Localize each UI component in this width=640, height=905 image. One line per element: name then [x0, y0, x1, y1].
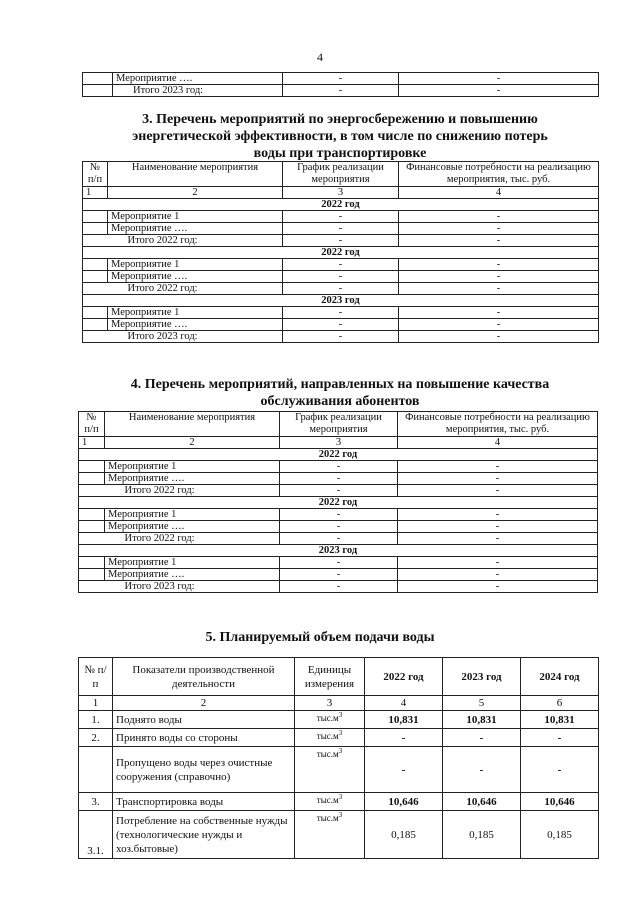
year-row: [83, 295, 599, 307]
indicator-name: Пропущено воды через очистные сооружения (справочно): [113, 747, 295, 793]
unit-exponent: 3: [338, 729, 343, 737]
table-row: [79, 793, 599, 811]
value-v3: 10,831: [521, 711, 599, 729]
value-v2: -: [443, 729, 521, 747]
schedule-value: -: [283, 73, 399, 85]
finance-value: -: [398, 557, 598, 569]
year-label: 2023 год: [83, 295, 599, 307]
finance-value: -: [398, 509, 598, 521]
table-row: [79, 747, 599, 793]
column-number: 5: [443, 696, 521, 711]
schedule-value: -: [283, 271, 399, 283]
row-number: [83, 271, 108, 283]
column-number: 6: [521, 696, 599, 711]
row-number: 3.1.: [79, 811, 113, 859]
header-schedule: График реализации мероприятия: [283, 162, 399, 187]
indicator-name: Транспортировка воды: [113, 793, 295, 811]
section4-table: [78, 411, 598, 593]
value-v3: 10,646: [521, 793, 599, 811]
table-row: [79, 485, 598, 497]
schedule-value: -: [283, 283, 399, 295]
table-row: [83, 211, 599, 223]
table-row: [79, 473, 598, 485]
value-v2: 10,646: [443, 793, 521, 811]
section3-title-line3: воды при транспортировке: [253, 146, 427, 161]
row-number: [83, 307, 108, 319]
table-row: [83, 223, 599, 235]
value-v1: -: [365, 729, 443, 747]
value-v2: 10,831: [443, 711, 521, 729]
row-number: [79, 581, 105, 593]
row-number: [83, 259, 108, 271]
indicator-name: Потребление на собственные нужды (технологические нужды и хоз.бытовые): [113, 811, 295, 859]
schedule-value: -: [280, 461, 398, 473]
column-number: 1: [79, 437, 105, 449]
event-name: Итого 2022 год:: [105, 485, 280, 497]
year-row: [79, 545, 598, 557]
column-number: 3: [280, 437, 398, 449]
table-row: [83, 271, 599, 283]
page-number: 4: [317, 50, 323, 64]
schedule-value: -: [283, 223, 399, 235]
value-v2: 0,185: [443, 811, 521, 859]
event-name: Мероприятие ….: [108, 223, 283, 235]
finance-value: -: [399, 307, 599, 319]
schedule-value: -: [280, 557, 398, 569]
value-v1: 10,646: [365, 793, 443, 811]
schedule-value: -: [283, 259, 399, 271]
event-name: Мероприятие ….: [108, 319, 283, 331]
finance-value: -: [398, 533, 598, 545]
column-number: 2: [108, 187, 283, 199]
event-name: Итого 2023 год:: [108, 331, 283, 343]
schedule-value: -: [283, 331, 399, 343]
unit-base: тыс.м: [316, 731, 339, 741]
unit-exponent: 3: [338, 811, 343, 819]
header-y1: 2022 год: [365, 658, 443, 696]
finance-value: -: [398, 485, 598, 497]
header-finance: Финансовые потребности на реализацию мероприятия, тыс. руб.: [398, 412, 598, 437]
table-row: [79, 557, 598, 569]
unit-base: тыс.м: [316, 713, 339, 723]
column-number: 3: [295, 696, 365, 711]
value-v3: 0,185: [521, 811, 599, 859]
header-name: Наименование мероприятия: [108, 162, 283, 187]
finance-value: -: [399, 259, 599, 271]
unit-value: [295, 747, 365, 793]
table-row: [83, 307, 599, 319]
row-number: [79, 557, 105, 569]
table-row: [79, 811, 599, 859]
table-row: [83, 73, 599, 85]
section3-title-line1: 3. Перечень мероприятий по энергосбережению и повышению: [142, 112, 538, 127]
header-no: № п/п: [83, 162, 108, 187]
unit-value: [295, 711, 365, 729]
event-name: Мероприятие 1: [108, 307, 283, 319]
indicator-name: Поднято воды: [113, 711, 295, 729]
year-row: [79, 497, 598, 509]
row-number: 2.: [79, 729, 113, 747]
row-number: [79, 747, 113, 793]
row-number: [83, 283, 108, 295]
event-name: Мероприятие 1: [108, 211, 283, 223]
value-v1: -: [365, 747, 443, 793]
schedule-value: -: [283, 307, 399, 319]
table-row: [79, 569, 598, 581]
event-name: Итого 2023 год:: [113, 85, 283, 97]
value-v3: -: [521, 729, 599, 747]
year-label: 2022 год: [83, 199, 599, 211]
finance-value: -: [399, 271, 599, 283]
column-number-row: [79, 696, 599, 711]
year-row: [79, 449, 598, 461]
header-row: [83, 162, 599, 187]
table-row: [83, 259, 599, 271]
row-number: 3.: [79, 793, 113, 811]
column-number-row: [79, 437, 598, 449]
column-number: 2: [113, 696, 295, 711]
header-row: [79, 658, 599, 696]
row-number: [83, 85, 113, 97]
schedule-value: -: [280, 533, 398, 545]
table-row: [83, 283, 599, 295]
section5-table: [78, 657, 599, 859]
schedule-value: -: [280, 581, 398, 593]
schedule-value: -: [280, 569, 398, 581]
finance-value: -: [399, 283, 599, 295]
header-row: [79, 412, 598, 437]
table-row: [79, 581, 598, 593]
column-number-row: [83, 187, 599, 199]
schedule-value: -: [283, 319, 399, 331]
year-label: 2022 год: [79, 497, 598, 509]
year-row: [83, 247, 599, 259]
value-v1: 0,185: [365, 811, 443, 859]
header-unit: Единицы измерения: [295, 658, 365, 696]
column-number: 4: [365, 696, 443, 711]
table-row: [79, 521, 598, 533]
table-row: [79, 533, 598, 545]
year-label: 2022 год: [79, 449, 598, 461]
section5-title-text: 5. Планируемый объем подачи воды: [205, 630, 435, 645]
event-name: Итого 2022 год:: [108, 283, 283, 295]
finance-value: -: [398, 473, 598, 485]
unit-exponent: 3: [338, 793, 343, 801]
row-number: [79, 509, 105, 521]
unit-base: тыс.м: [316, 813, 339, 823]
finance-value: -: [398, 461, 598, 473]
table-row: [79, 461, 598, 473]
schedule-value: -: [283, 85, 399, 97]
table-row: [83, 331, 599, 343]
table-row: [79, 729, 599, 747]
section4-title: [70, 376, 610, 410]
header-y3: 2024 год: [521, 658, 599, 696]
event-name: Мероприятие ….: [105, 569, 280, 581]
column-number: 2: [105, 437, 280, 449]
column-number: 3: [283, 187, 399, 199]
header-no: № п/п: [79, 412, 105, 437]
schedule-value: -: [283, 211, 399, 223]
row-number: [79, 473, 105, 485]
finance-value: -: [399, 319, 599, 331]
value-v2: -: [443, 747, 521, 793]
row-number: [83, 235, 108, 247]
row-number: [83, 211, 108, 223]
schedule-value: -: [283, 235, 399, 247]
section4-title-line1: 4. Перечень мероприятий, направленных на повышение качества: [130, 377, 550, 392]
schedule-value: -: [280, 485, 398, 497]
section4-title-line2: обслуживания абонентов: [260, 394, 420, 409]
event-name: Мероприятие 1: [105, 461, 280, 473]
unit-value: [295, 811, 365, 859]
value-v1: 10,831: [365, 711, 443, 729]
row-number: [83, 319, 108, 331]
header-no: № п/п: [79, 658, 113, 696]
row-number: [79, 569, 105, 581]
unit-value: [295, 729, 365, 747]
table-row: [79, 509, 598, 521]
finance-value: -: [398, 569, 598, 581]
schedule-value: -: [280, 521, 398, 533]
finance-value: -: [399, 223, 599, 235]
event-name: Мероприятие ….: [108, 271, 283, 283]
table-row: [79, 711, 599, 729]
value-v3: -: [521, 747, 599, 793]
year-label: 2023 год: [79, 545, 598, 557]
finance-value: -: [399, 331, 599, 343]
unit-exponent: 3: [338, 747, 343, 755]
section3-table: [82, 161, 599, 343]
header-finance: Финансовые потребности на реализацию мероприятия, тыс. руб.: [399, 162, 599, 187]
year-row: [83, 199, 599, 211]
row-number: [79, 485, 105, 497]
column-number: 1: [79, 696, 113, 711]
event-name: Мероприятие ….: [105, 521, 280, 533]
finance-value: -: [399, 211, 599, 223]
row-number: [79, 533, 105, 545]
schedule-value: -: [280, 509, 398, 521]
event-name: Итого 2022 год:: [108, 235, 283, 247]
section3-title: [70, 111, 610, 162]
row-number: [83, 331, 108, 343]
header-schedule: График реализации мероприятия: [280, 412, 398, 437]
table-row: [83, 85, 599, 97]
event-name: Итого 2023 год:: [105, 581, 280, 593]
finance-value: -: [398, 521, 598, 533]
row-number: [83, 223, 108, 235]
unit-exponent: 3: [338, 711, 343, 719]
column-number: 4: [399, 187, 599, 199]
event-name: Итого 2022 год:: [105, 533, 280, 545]
event-name: Мероприятие ….: [113, 73, 283, 85]
unit-value: [295, 793, 365, 811]
schedule-value: -: [280, 473, 398, 485]
table-row: [83, 319, 599, 331]
event-name: Мероприятие 1: [108, 259, 283, 271]
unit-base: тыс.м: [316, 795, 339, 805]
event-name: Мероприятие ….: [105, 473, 280, 485]
row-number: [79, 461, 105, 473]
row-number: [83, 73, 113, 85]
top-table: [82, 72, 599, 97]
row-number: 1.: [79, 711, 113, 729]
table-row: [83, 235, 599, 247]
section3-title-line2: энергетической эффективности, в том числе по снижению потерь: [132, 129, 548, 144]
finance-value: -: [398, 581, 598, 593]
finance-value: -: [399, 73, 599, 85]
finance-value: -: [399, 235, 599, 247]
header-name: Наименование мероприятия: [105, 412, 280, 437]
event-name: Мероприятие 1: [105, 557, 280, 569]
header-name: Показатели производственной деятельности: [113, 658, 295, 696]
finance-value: -: [399, 85, 599, 97]
header-y2: 2023 год: [443, 658, 521, 696]
section5-title: [0, 629, 640, 646]
indicator-name: Принято воды со стороны: [113, 729, 295, 747]
column-number: 4: [398, 437, 598, 449]
row-number: [79, 521, 105, 533]
event-name: Мероприятие 1: [105, 509, 280, 521]
year-label: 2022 год: [83, 247, 599, 259]
column-number: 1: [83, 187, 108, 199]
unit-base: тыс.м: [316, 749, 339, 759]
